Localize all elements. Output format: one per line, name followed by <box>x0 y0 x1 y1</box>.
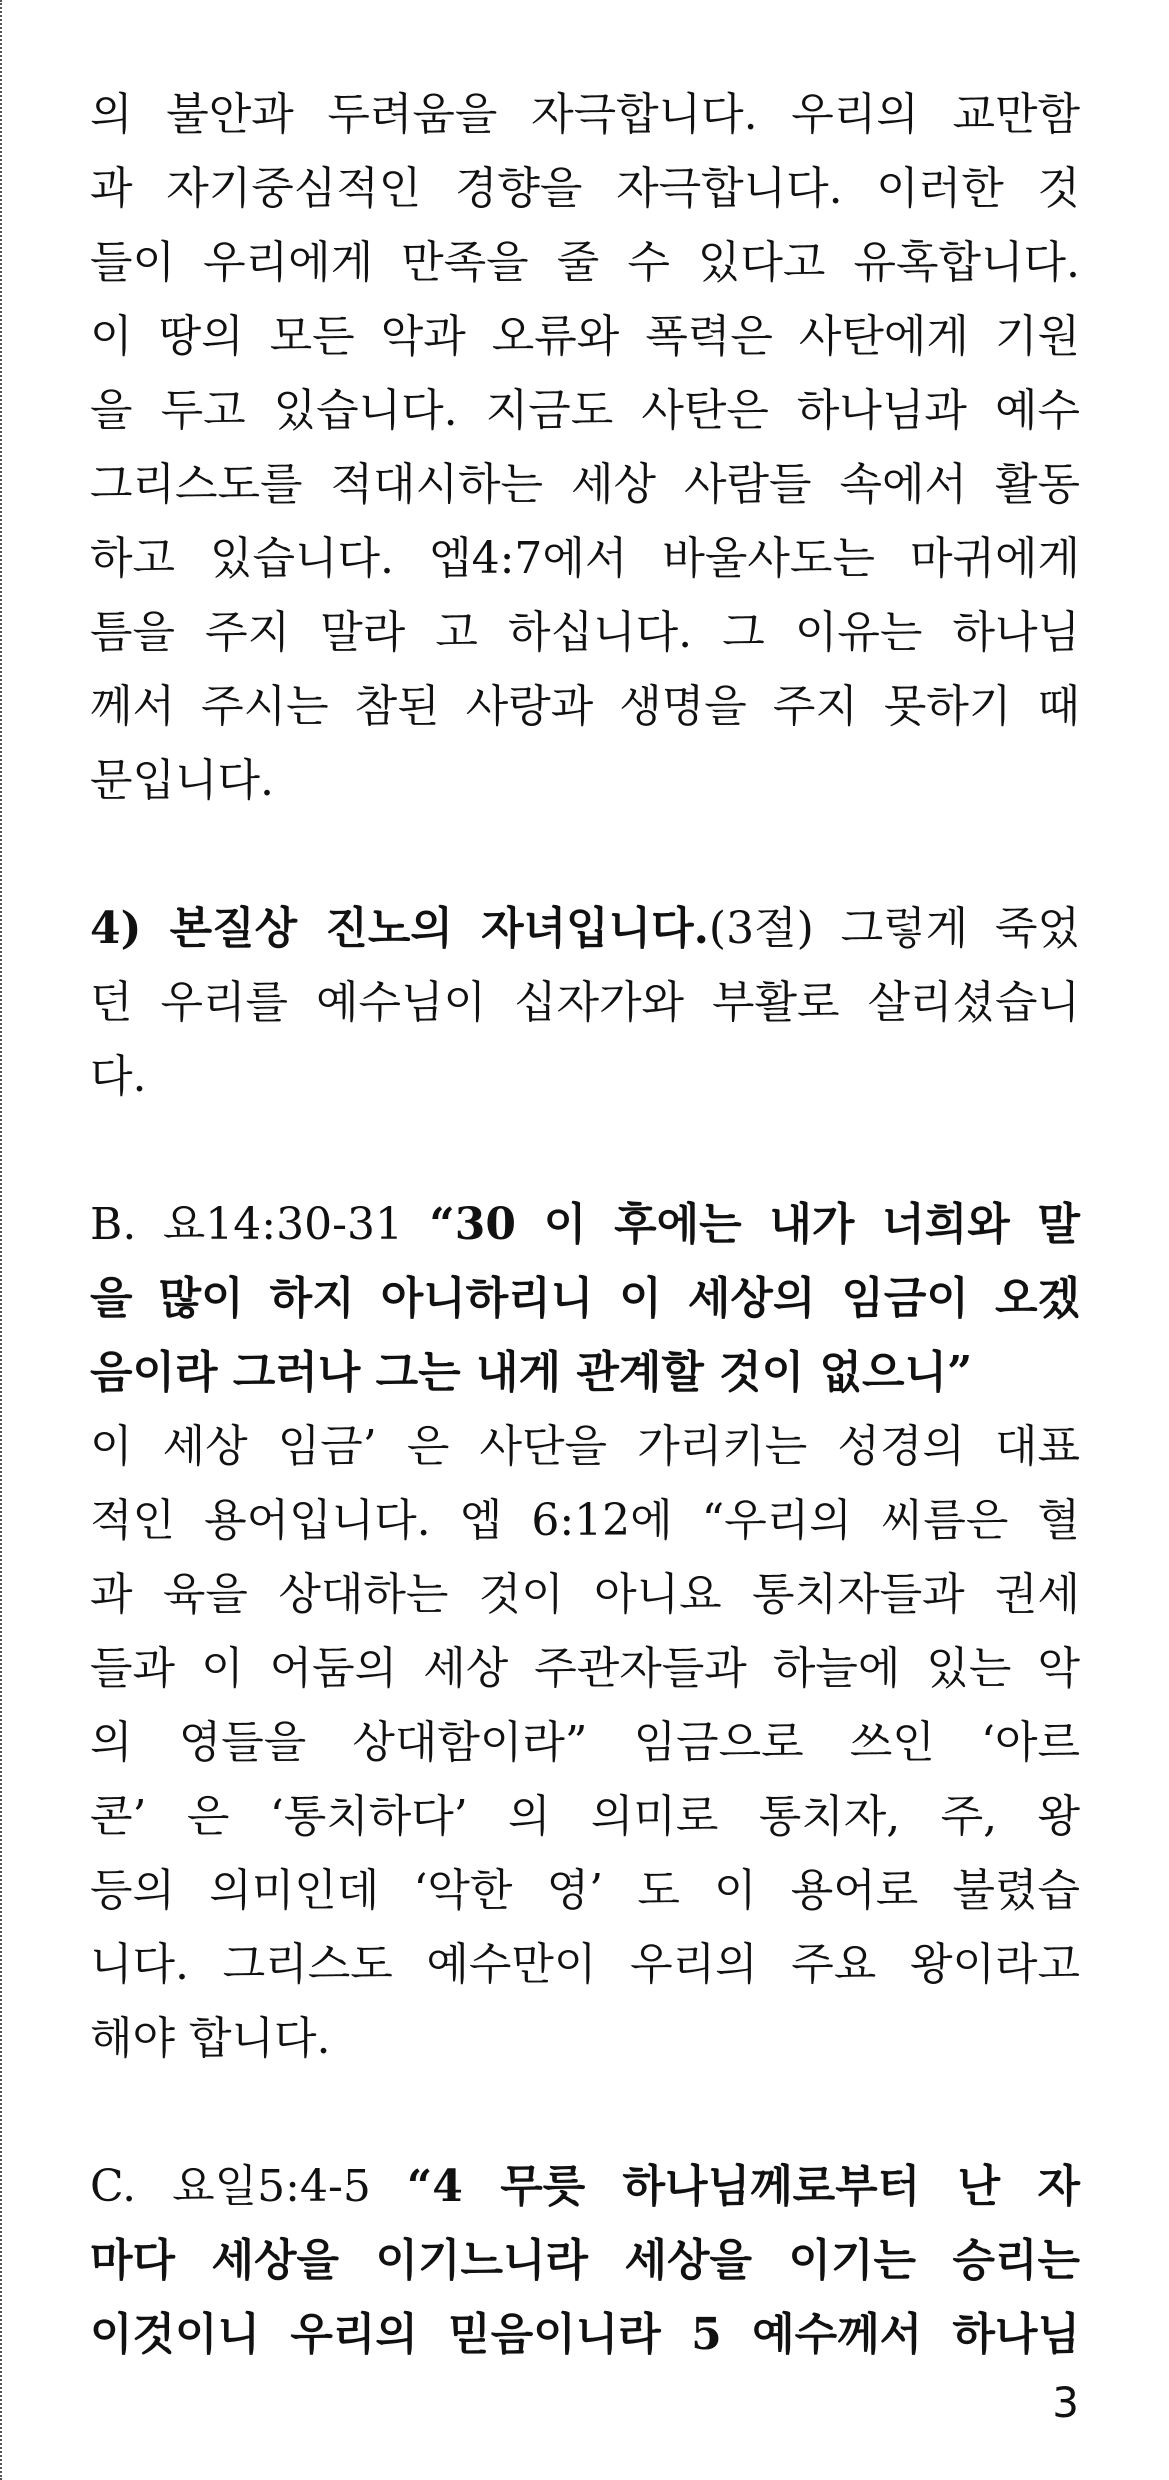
text-line: 의 불안과 두려움을 자극합니다. 우리의 교만함 <box>90 89 1080 140</box>
scripture-quote-line: 을 많이 하지 아니하리니 이 세상의 임금이 오겠 <box>90 1273 1080 1324</box>
scripture-quote-line: 이것이니 우리의 믿음이니라 5 예수께서 하나님 <box>90 2309 1081 2360</box>
scripture-reference: B. 요14:30-31 <box>90 1199 430 1250</box>
text-line: 그리스도를 적대시하는 세상 사람들 속에서 활동 <box>90 459 1080 510</box>
text-line: 하고 있습니다. 엡4:7에서 바울사도는 마귀에게 <box>90 533 1080 584</box>
text-line <box>90 2150 1080 2224</box>
text-line: 틈을 주지 말라 고 하십니다. 그 이유는 하나님 <box>90 607 1080 658</box>
text-run: (3절) 그렇게 죽었 <box>708 903 1080 954</box>
text-line: 적인 용어입니다. 엡 6:12에 “우리의 씨름은 혈 <box>90 1495 1080 1546</box>
text-line: 다. <box>90 1051 147 1102</box>
paragraph-gap <box>90 2076 1080 2150</box>
document-body <box>90 78 1080 2372</box>
paragraph-john-14 <box>90 1188 1080 2076</box>
page-left-edge <box>0 0 2 2480</box>
text-line: 해야 합니다. <box>90 2013 331 2064</box>
paragraph-children-of-wrath <box>90 892 1080 1114</box>
text-line <box>90 892 1080 966</box>
text-line: 께서 주시는 참된 사랑과 생명을 주지 못하기 때 <box>90 681 1080 732</box>
text-line: 과 자기중심적인 경향을 자극합니다. 이러한 것 <box>90 163 1080 214</box>
paragraph-1-john-5 <box>90 2150 1080 2372</box>
section-heading: 4) 본질상 진노의 자녀입니다. <box>90 903 709 954</box>
scripture-quote: “4 무릇 하나님께로부터 난 자 <box>406 2161 1080 2212</box>
scripture-reference: C. 요일5:4-5 <box>90 2161 407 2212</box>
text-line <box>90 1188 1080 1262</box>
scripture-quote: “30 이 후에는 내가 너희와 말 <box>429 1199 1081 1250</box>
page-number: 3 <box>1052 2378 1079 2427</box>
text-line: 의 영들을 상대함이라” 임금으로 쓰인 ‘아르 <box>90 1717 1080 1768</box>
text-line: 이 세상 임금’ 은 사단을 가리키는 성경의 대표 <box>90 1421 1080 1472</box>
paragraph-gap <box>90 818 1080 892</box>
text-line: 등의 의미인데 ‘악한 영’ 도 이 용어로 불렸습 <box>90 1865 1080 1916</box>
text-line: 던 우리를 예수님이 십자가와 부활로 살리셨습니 <box>90 977 1080 1028</box>
text-line: 과 육을 상대하는 것이 아니요 통치자들과 권세 <box>90 1569 1080 1620</box>
text-line: 들과 이 어둠의 세상 주관자들과 하늘에 있는 악 <box>90 1643 1080 1694</box>
text-line: 을 두고 있습니다. 지금도 사탄은 하나님과 예수 <box>90 385 1080 436</box>
paragraph-gap <box>90 1114 1080 1188</box>
text-line: 문입니다. <box>90 755 275 806</box>
scripture-quote-line: 마다 세상을 이기느니라 세상을 이기는 승리는 <box>90 2235 1080 2286</box>
text-line: 니다. 그리스도 예수만이 우리의 주요 왕이라고 <box>90 1939 1080 1990</box>
text-line: 콘’ 은 ‘통치하다’ 의 의미로 통치자, 주, 왕 <box>90 1791 1080 1842</box>
text-line: 들이 우리에게 만족을 줄 수 있다고 유혹합니다. <box>90 237 1080 288</box>
text-line: 이 땅의 모든 악과 오류와 폭력은 사탄에게 기원 <box>90 311 1080 362</box>
scripture-quote-line: 음이라 그러나 그는 내게 관계할 것이 없으니” <box>90 1347 973 1398</box>
paragraph-satan-temptation <box>90 78 1080 818</box>
